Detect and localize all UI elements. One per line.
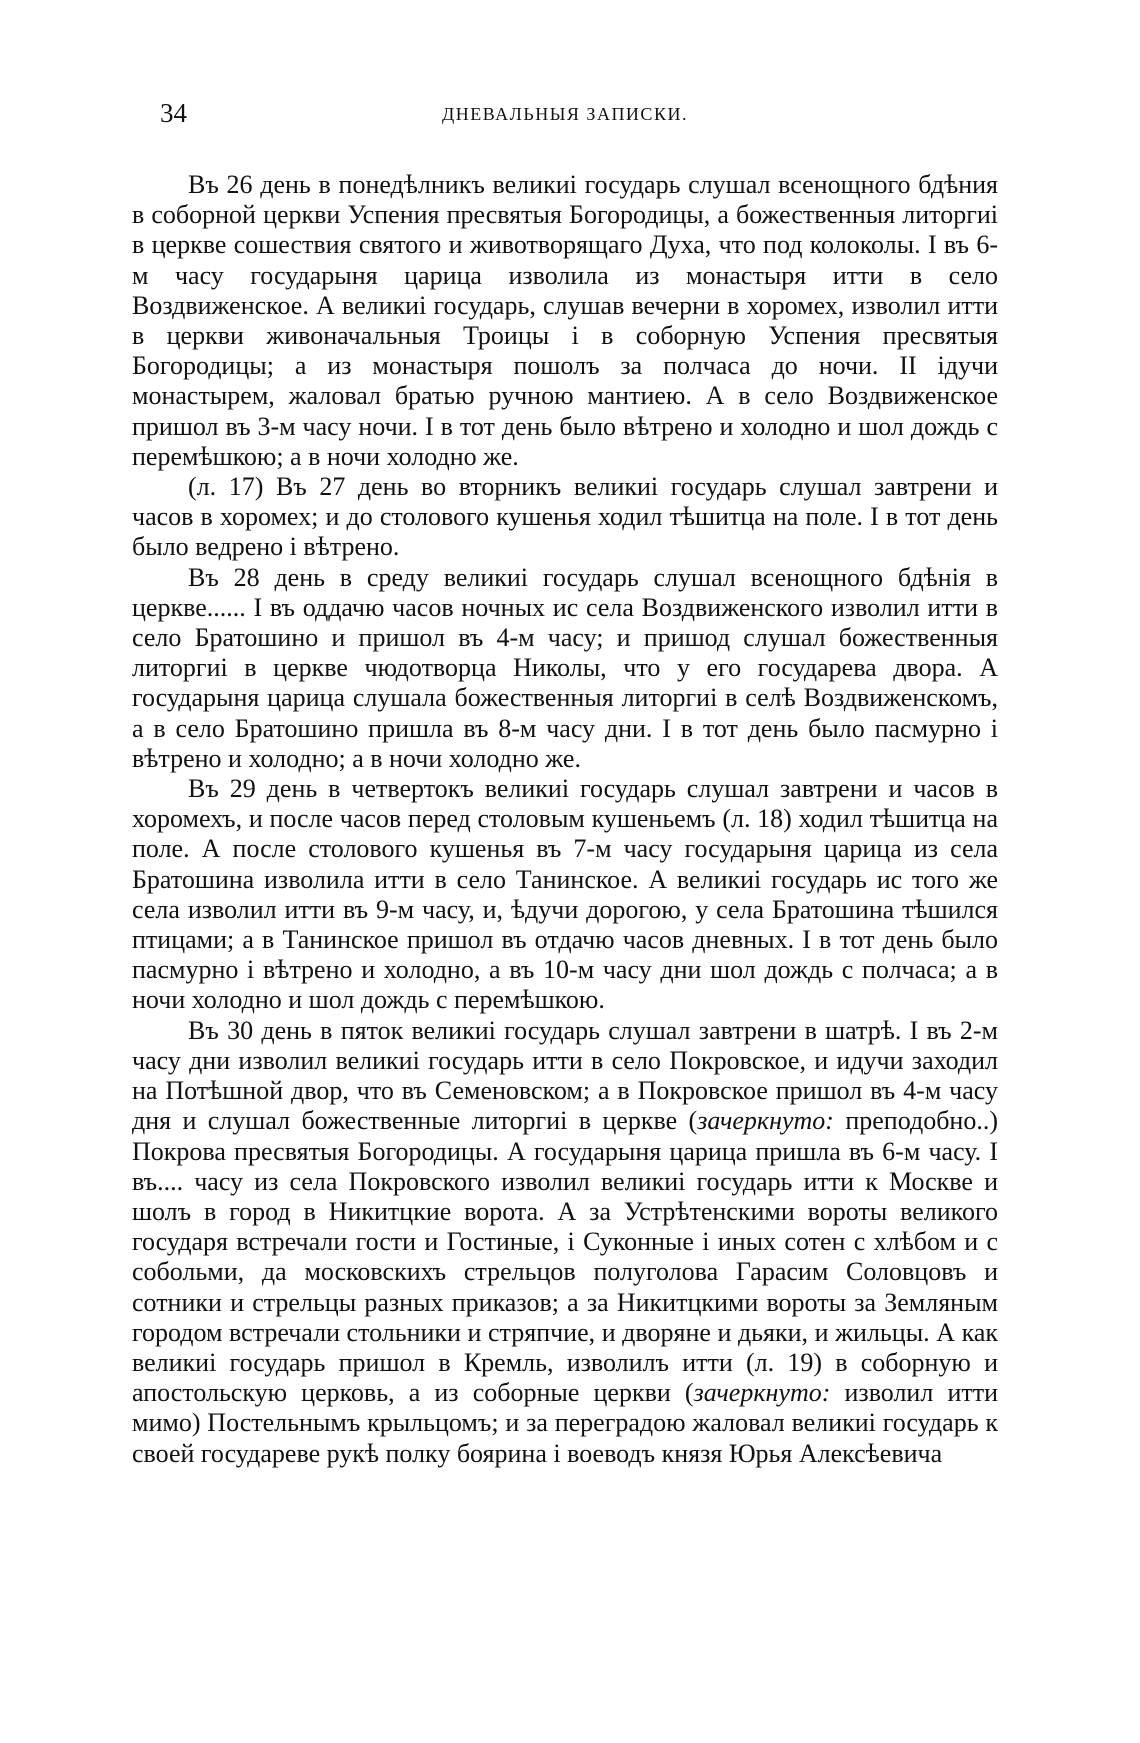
body-text (132, 170, 998, 1469)
paragraph-day-29: Въ 29 день в четвертокъ великиі государь слушал завтрени и часов в хоромехъ, и после часов перед столовым кушеньемъ (л. 18) ходил тѣшитца на поле. А после столового кушенья въ 7-м часу государыня царица из села Братошина изволила итти в село Танинское. А великиі государь ис того же села изволил итти въ 9-м часу, и, ѣдучи дорогою, у села Братошина тѣшился птицами; а в Танинское пришол въ отдачю часов дневных. І в тот день было пасмурно і вѣтрено и холодно, а въ 10-м часу дни шол дождь с полчаса; а в ночи холодно и шол дождь с перемѣшкою. (132, 774, 998, 1015)
paragraph-day-30-part-c: изволил итти мимо) Постельнымъ крыльцомъ; и за перегрaдою жаловал великиі государь к своей государеве рукѣ полку боярина і воеводъ князя Юрья Алексѣевича (132, 1378, 998, 1468)
paragraph-day-28: Въ 28 день в среду великиі государь слушал всенощного бдѣнія в церкве...... І въ оддачю часов ночных ис села Воздвиженского изволил итти в село Братошино и пришол въ 4-м часу; и пришод слушал божественныя литоргиі в церкве чюдотворца Николы, что у его государева двора. А государыня царица слушала божественныя литоргиі в селѣ Воздвиженскомъ, а в село Братошино пришла въ 8-м часу дни. І в тот день было пасмурно і вѣтрено и холодно; а в ночи холодно же. (132, 562, 998, 773)
paragraph-day-26: Въ 26 день в понедѣлникъ великиі государь слушал всенощного бдѣния в соборной церкви Успения пресвятыя Богородицы, а божественныя литоргиі в церкве сошествия святого и животворящаго Духа, что под колоколы. І въ 6-м часу государыня царица изволила из монастыря итти в село Воздвиженское. А великиі государь, слушав вечерни в хоромех, изволил итти в церкви живоначальныя Троицы і в соборную Успения пресвятыя Богородицы; а из монастыря пошолъ за полчаса до ночи. ІІ ідучи монастырем, жаловал братью ручною мантиею. А в село Воздвиженское пришол въ 3-м часу ночи. І в тот день было вѣтрено и холодно и шол дождь с перемѣшкою; а в ночи холодно же. (132, 170, 998, 471)
paragraph-day-30-part-b: преподобно..) Покрова пресвятыя Богородицы. А государыня царица пришла въ 6-м часу. І въ.... часу из села Покровского изволил великиі государь итти к Москве и шолъ в город в Никитцкие ворота. А за Устрѣтенскими вороты великого государя встречали гости и Гостиные, і Суконные і иных сотен с хлѣбом и с собольми, да московскихъ стрельцов полуголова Гарасим Соловцовъ и сотники и стрельцы разных приказов; а за Никитцкими вороты за Земляным городом встречали стольники и стряпчие, и дворяне и дьяки, и жильцы. А как великиі государь пришол в Кремль, изволилъ итти (л. 19) в соборную и апостольскую церковь, а из соборные церкви ( (132, 1106, 999, 1408)
paragraph-day-30-part-a: Въ 30 день в пяток великиі государь слушал завтрени в шатрѣ. І въ 2-м часу дни изволил великиі государь итти в село Покровское, и идучи заходил на Потѣшной двор, что въ Семеновском; а в Покровское пришол въ 4-м часу дня и слушал божественные литоргиі в церкве ( (132, 1015, 998, 1136)
editorial-note-crossed-out-1: зачеркнуто: (697, 1106, 834, 1136)
paragraph-day-27: (л. 17) Въ 27 день во вторникъ великиі государь слушал завтрени и часов в хоромех; и до столового кушенья ходил тѣшитца на поле. І в тот день было ведрено і вѣтрено. (132, 472, 998, 562)
page-header (132, 98, 998, 132)
paragraph-day-30 (132, 1016, 998, 1469)
running-title: ДНЕВАЛЬНЫЯ ЗАПИСКИ. (442, 104, 688, 124)
page-number: 34 (160, 98, 187, 128)
editorial-note-crossed-out-2: зачеркнуто: (693, 1378, 831, 1408)
document-page (132, 98, 998, 1469)
